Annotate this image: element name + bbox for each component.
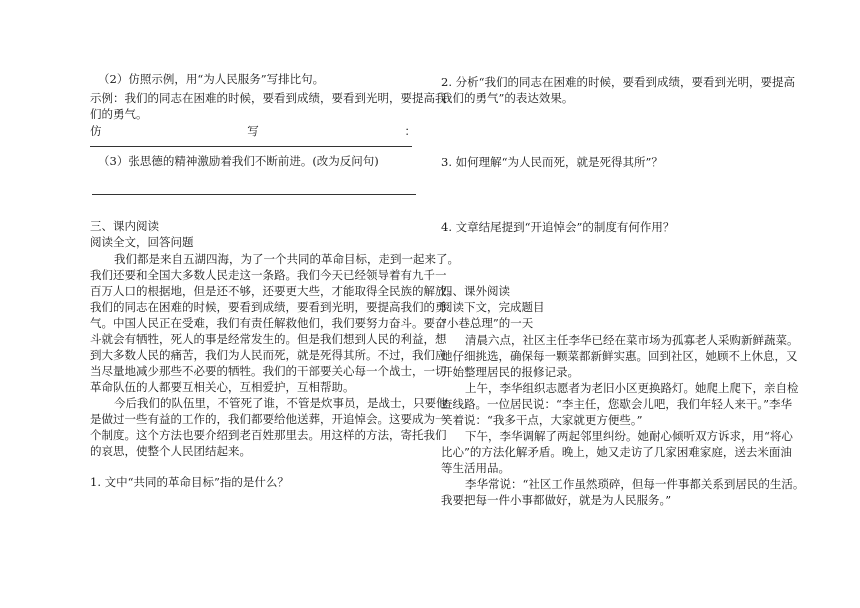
- passage-line: 斗就会有牺牲，死人的事是经常发生的。但是我们想到人民的利益，想: [90, 332, 447, 346]
- story-line: 李华常说：“社区工作虽然琐碎，但每一件事都关系到居民的生活。: [465, 477, 805, 491]
- question-1: 1. 文中“共同的革命目标”指的是什么？: [90, 475, 289, 489]
- passage-line: 今后我们的队伍里，不管死了谁，不管是炊事员，是战士，只要他: [114, 396, 448, 410]
- passage-line: 革命队伍的人都要互相关心，互相爱护，互相帮助。: [90, 380, 355, 394]
- story-line: 她仔细挑选，确保每一颗菜都新鲜实惠。回到社区，她顾不上休息，又: [441, 349, 798, 363]
- imitate-colon: ：: [404, 124, 416, 138]
- passage-line: 当尽量地减少那些不必要的牺牲。我们的干部要关心每一个战士，一切: [90, 364, 447, 378]
- story-line: 开始整理居民的报修记录。: [441, 365, 579, 379]
- passage-line: 是做过一些有益的工作的，我们都要给他送葬，开追悼会。这要成为一: [90, 412, 447, 426]
- section3-title: 三、课内阅读: [90, 219, 159, 233]
- story-line: 上午，李华组织志愿者为老旧小区更换路灯。她爬上爬下，亲自检: [465, 381, 799, 395]
- section3-instruction: 阅读全文，回答问题: [90, 235, 194, 249]
- section4-instruction: 阅读下文，完成题目: [441, 300, 545, 314]
- passage-line: 百万人口的根据地，但是还不够，还要更大些，才能取得全民族的解放。: [90, 284, 458, 298]
- q2-prompt: （2）仿照示例，用“为人民服务”写排比句。: [98, 72, 325, 86]
- story-title: “小巷总理”的一天: [441, 316, 534, 330]
- question-2-line-1: 2. 分析“我们的同志在困难的时候，要看到成绩，要看到光明，要提高: [441, 75, 796, 89]
- example-line-2: 们的勇气。: [90, 107, 148, 121]
- answer-line-imitate[interactable]: [90, 146, 412, 147]
- passage-line: 的哀思，使整个人民团结起来。: [90, 444, 251, 458]
- story-line: 我要把每一件小事都做好，就是为人民服务。”: [441, 493, 672, 507]
- question-4: 4. 文章结尾提到“开追悼会”的制度有何作用？: [441, 220, 675, 234]
- passage-line: 我们都是来自五湖四海，为了一个共同的革命目标，走到一起来了。: [114, 252, 459, 266]
- imitate-char-2: 写: [247, 124, 259, 138]
- section4-title: 四、课外阅读: [441, 284, 510, 298]
- passage-line: 个制度。这个方法也要介绍到老百姓那里去。用这样的方法，寄托我们: [90, 428, 447, 442]
- question-3: 3. 如何理解“为人民而死，就是死得其所”？: [441, 155, 663, 169]
- story-line: 笑着说：“我多干点，大家就更方便些。”: [441, 413, 643, 427]
- story-line: 查线路。一位居民说：“李主任，您歇会儿吧，我们年轻人来干。”李华: [441, 397, 793, 411]
- story-line: 比心”的方法化解矛盾。晚上，她又走访了几家困难家庭，送去米面油: [441, 445, 792, 459]
- passage-line: 我们还要和全国大多数人民走这一条路。我们今天已经领导着有九千一: [90, 268, 447, 282]
- answer-line-q3[interactable]: [92, 194, 416, 195]
- passage-line: 我们的同志在困难的时候，要看到成绩，要看到光明，要提高我们的勇: [90, 300, 447, 314]
- passage-line: 到大多数人民的痛苦，我们为人民而死，就是死得其所。不过，我们应: [90, 348, 447, 362]
- imitate-char-1: 仿: [90, 124, 102, 138]
- question-2-line-2: 我们的勇气”的表达效果。: [441, 91, 574, 105]
- story-line: 等生活用品。: [441, 461, 510, 475]
- q3-prompt: （3）张思德的精神激励着我们不断前进。(改为反问句): [98, 154, 379, 168]
- imitate-line: [90, 124, 416, 138]
- story-line: 下午，李华调解了两起邻里纠纷。她耐心倾听双方诉求，用“将心: [465, 429, 793, 443]
- story-line: 清晨六点，社区主任李华已经在菜市场为孤寡老人采购新鲜蔬菜。: [465, 333, 799, 347]
- passage-line: 气。中国人民正在受难，我们有责任解救他们，我们要努力奋斗。要奋: [90, 316, 447, 330]
- example-line-1: 示例：我们的同志在困难的时候，要看到成绩，要看到光明，要提高我: [90, 91, 447, 105]
